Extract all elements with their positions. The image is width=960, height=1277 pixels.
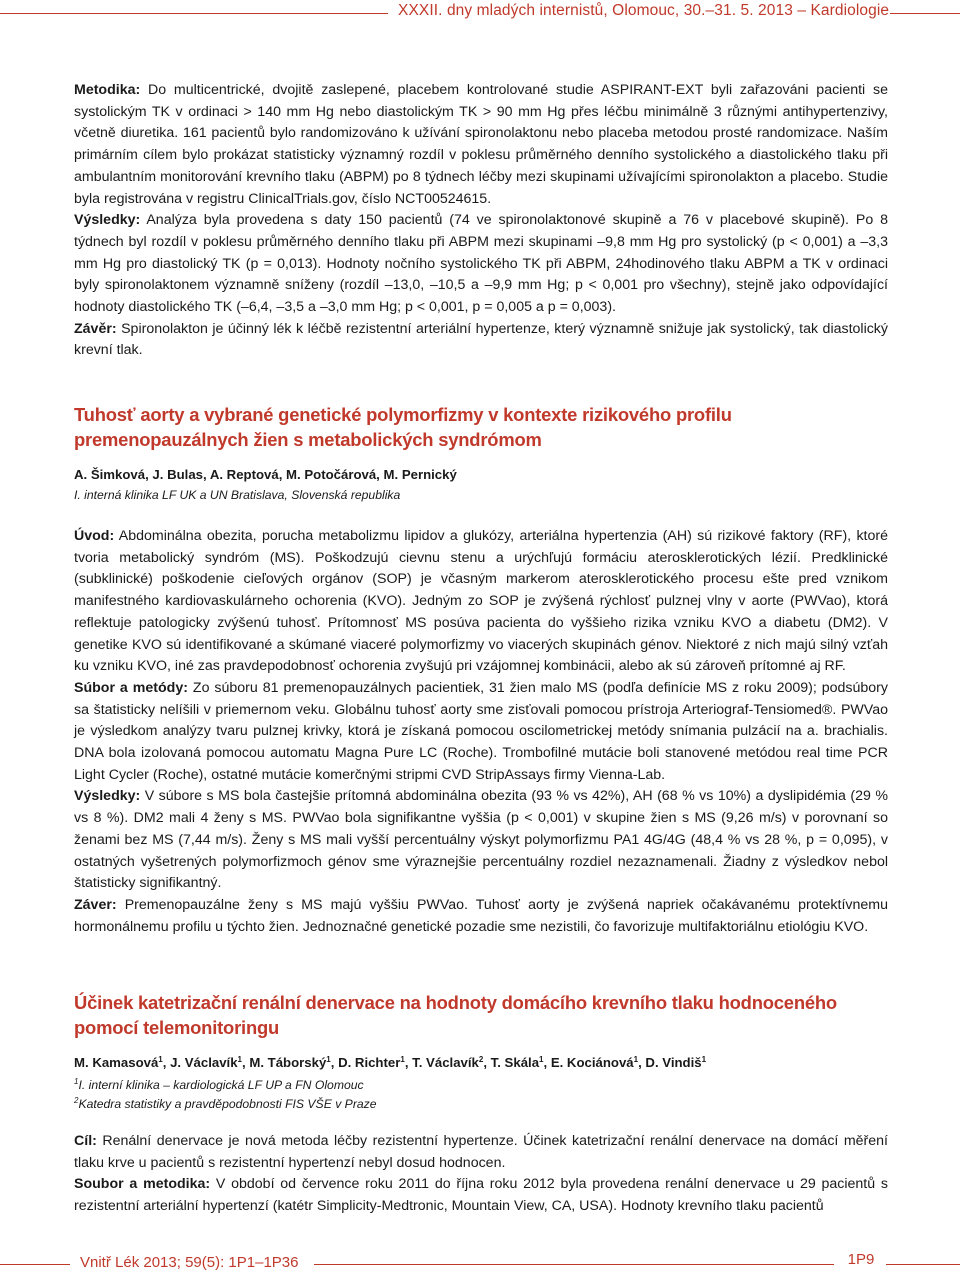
abstract-2-authors: A. Šimková, J. Bulas, A. Reptová, M. Potočárová, M. Pernický [74,467,457,482]
aim-paragraph [74,1131,888,1174]
results-label: Výsledky: [74,788,141,805]
footer-rule-left [0,1264,70,1265]
sample-methods-label: Súbor a metódy: [74,679,188,696]
results-text: V súbore s MS bola častejšie prítomná abdominálna obezita (93 % vs 42%), AH (68 % vs 10%) a dyslipidémia (29 % vs 8 %). DM2 mali 4 ženy s MS. PWVao bola signifikantne vyššia (p < 0,001) v skupine žien s MS (9,26 m/s) v porovnaní so ženami bez MS (7,44 m/s). Ženy s MS mali vyšší percentuálny výskyt polymorfizmu PA1 4G/4G (48,4 % vs 28 %, p = 0,095), v ostatných vyšetrených polymorfizmoch génov sme výraznejšie percentuálny rozdiel nezaznamenali. Žiadny z výsledkov nebol štatisticky signifikantný. [74,788,888,892]
abstract-2-body [74,526,888,938]
sample-methods-paragraph [74,1174,888,1217]
methods-label: Metodika: [74,82,141,98]
sample-methods-label: Soubor a metodika: [74,1176,211,1193]
results-text: Analýza byla provedena s daty 150 pacientů (74 ve spironolaktonové skupině a 76 v placebové skupině). Po 8 týdnech byl rozdíl v poklesu průměrného denního tlaku při ABPM mezi skupinami –9,8 mm Hg pro systolický (p < 0,001) a –3,3 mm Hg pro diastolický TK (p = 0,013). Hodnoty nočního systolického TK při ABPM, 24hodinového tlaku ABPM a TK v ordinaci byly spironolaktonem významně sníženy (rozdíl –13,0, –10,5 a –9,9 mm Hg; p < 0,001 pro všechny), stejně jako odpovídající hodnoty diastolického TK (–6,4, –3,5 a –3,0 mm Hg; p < 0,001, p = 0,005 a p = 0,003). [74,212,888,316]
abstract-2 [74,403,888,938]
footer-rule-right [886,1264,960,1265]
abstract-3 [74,991,888,1218]
footer-rule-middle [314,1264,834,1265]
author: D. Vindiš$^1$ [645,1055,707,1070]
author: E. Kociánová$^1$ [550,1055,639,1070]
conclusion-text: Premenopauzálne ženy s MS majú vyššiu PWVao. Tuhosť aorty je zvýšená napriek očakávanému protektívnemu hormonálnemu profilu u týchto žien. Jednoznačné genetické pozadie sme nezistili, čo favorizuje multifaktoriálnu etiológiu KVO. [74,896,888,935]
author: M. Kamasová$^1$ [74,1055,163,1070]
abstract-1 [74,80,888,362]
journal-citation: Vnitř Lék 2013; 59(5): 1P1–1P36 [80,1254,299,1271]
abstract-3-authors: M. Kamasová$^1$, J. Václavík$^1$, M. Táborský$^1$, D. Richter$^1$, T. Václavík$^2$, T. Skála$^1$, E. Kociánová$^1$, D. Vindiš$^1$ [74,1055,707,1070]
conclusion-paragraph [74,895,888,938]
author: T. Skála$^1$ [490,1055,544,1070]
page-number: 1P9 [847,1251,875,1268]
header-rule-right [890,13,960,14]
abstract-3-affiliation-2: $^2$Katedra statistiky a pravděpodobnosti FIS VŠE v Praze [74,1096,377,1111]
conclusion-text: Spironolakton je účinný lék k léčbě rezistentní arteriální hypertenze, který významně snižuje jak systolický, tak diastolický krevní tlak. [74,320,888,359]
conclusion-paragraph [74,319,888,362]
conclusion-label: Závěr: [74,320,117,337]
intro-paragraph [74,526,888,678]
abstract-3-body [74,1131,888,1218]
sample-methods-text: V období od července roku 2011 do října roku 2012 byla provedena renální denervace u 29 pacientů s rezistentní arteriální hypertenzí (katétr Simplicity-Medtronic, Mountain View, CA, USA). Hodnoty krevního tlaku pacientů [74,1176,889,1215]
running-header: XXXII. dny mladých internistů, Olomouc, 30.–31. 5. 2013 – Kardiologie [398,2,890,19]
header-rule-left [0,13,388,14]
methods-text: Do multicentrické, dvojitě zaslepené, placebem kontrolované studie ASPIRANT-EXT byli zařazováni pacienti se systolickým TK v ordinaci > 140 mm Hg nebo diastolickým TK > 90 mm Hg přes léčbu minimálně 3 různými antihypertenzivy, včetně diuretika. 161 pacientů bylo randomizováno k užívání spironolaktonu nebo placeba metodou prosté randomizace. Naším primárním cílem bylo prokázat statisticky významný rozdíl v poklesu průměrného denního systolického a diastolického tlaku při ambulantním monitorování krevního tlaku (ABPM) po 8 týdnech léčby mezi skupinami užívajícími spironolakton a placebo. Studie byla registrována v registru ClinicalTrials.gov, číslo NCT00524615. [74,82,888,207]
abstract-3-title: Účinek katetrizační renální denervace na hodnoty domácího krevního tlaku hodnoceného pomocí telemonitoringu [74,992,837,1038]
author: J. Václavík$^1$ [170,1055,242,1070]
methods-paragraph [74,80,888,210]
abstract-2-affiliation: I. interná klinika LF UK a UN Bratislava, Slovenská republika [74,488,401,502]
results-paragraph [74,210,888,319]
author: M. Táborský$^1$ [249,1055,331,1070]
intro-text: Abdominálna obezita, porucha metabolizmu lipidov a glukózy, arteriálna hypertenzia (AH) sú rizikové faktory (RF), ktoré tvoria metabolický syndróm (MS). Poškodzujú cievnu stenu a urýchľujú formáciu aterosklerotických lézií. Predklinické (subklinické) poškodenie cieľových orgánov (SOP) je včasným markerom aterosklerotického procesu ešte pred vznikom manifestného kardiovaskulárneho ochorenia (KVO). Jedným zo SOP je zvýšená rýchlosť pulznej vlny v aorte (PWVao), ktorá reflektuje patologicky zvýšenú tuhosť. Prítomnosť MS posúva pacienta do vyššieho rizika vzniku KVO a diabetu (DM2). V genetike KVO sú identifikované a skúmané viaceré polymorfizmy vo viacerých skupinách génov. Niektoré z nich majú silný vzťah ku vzniku KVO, iné zas pravdepodobnosť ochorenia zvyšujú pri vzájomnej kombinácii, alebo ak sú zároveň prítomné aj RF. [74,528,888,675]
aim-label: Cíl: [74,1133,97,1149]
author: D. Richter$^1$ [338,1055,405,1070]
results-label: Výsledky: [74,212,141,229]
sample-methods-paragraph [74,678,888,787]
aim-text: Renální denervace je nová metoda léčby rezistentní hypertenze. Účinek katetrizační renální denervace na domácí měření tlaku krve u pacientů s rezistentní hypertenzí nebyl dosud hodnocen. [74,1133,888,1171]
results-paragraph [74,786,888,895]
author: T. Václavík$^2$ [412,1055,484,1070]
abstract-2-title: Tuhosť aorty a vybrané genetické polymorfizmy v kontexte rizikového profilu premenopauzálnych žien s metabolických syndrómom [74,404,732,450]
abstract-3-affiliation-1: $^1$I. interní klinika – kardiologická LF UP a FN Olomouc [74,1077,364,1092]
sample-methods-text: Zo súboru 81 premenopauzálnych pacientiek, 31 žien malo MS (podľa definície MS z roku 2009); podsúbory sa štatisticky nelíšili v priemernom veku. Globálnu tuhosť aorty sme zisťovali pomocou prístroja Arteriograf-Tensiomed®. PWVao je výsledkom analýzy tvaru pulznej krivky, ktorá je získaná pomocou oscilometrickej metódy snímania pulzácií na a. brachialis. DNA bola izolovaná pomocou automatu Magna Pure LC (Roche). Trombofilné mutácie boli stanovené metódou real time PCR Light Cycler (Roche), ostatné mutácie komerčnými stripmi CVD StripAssays firmy Vienna-Lab. [74,679,888,783]
conclusion-label: Záver: [74,896,117,913]
intro-label: Úvod: [74,528,115,544]
